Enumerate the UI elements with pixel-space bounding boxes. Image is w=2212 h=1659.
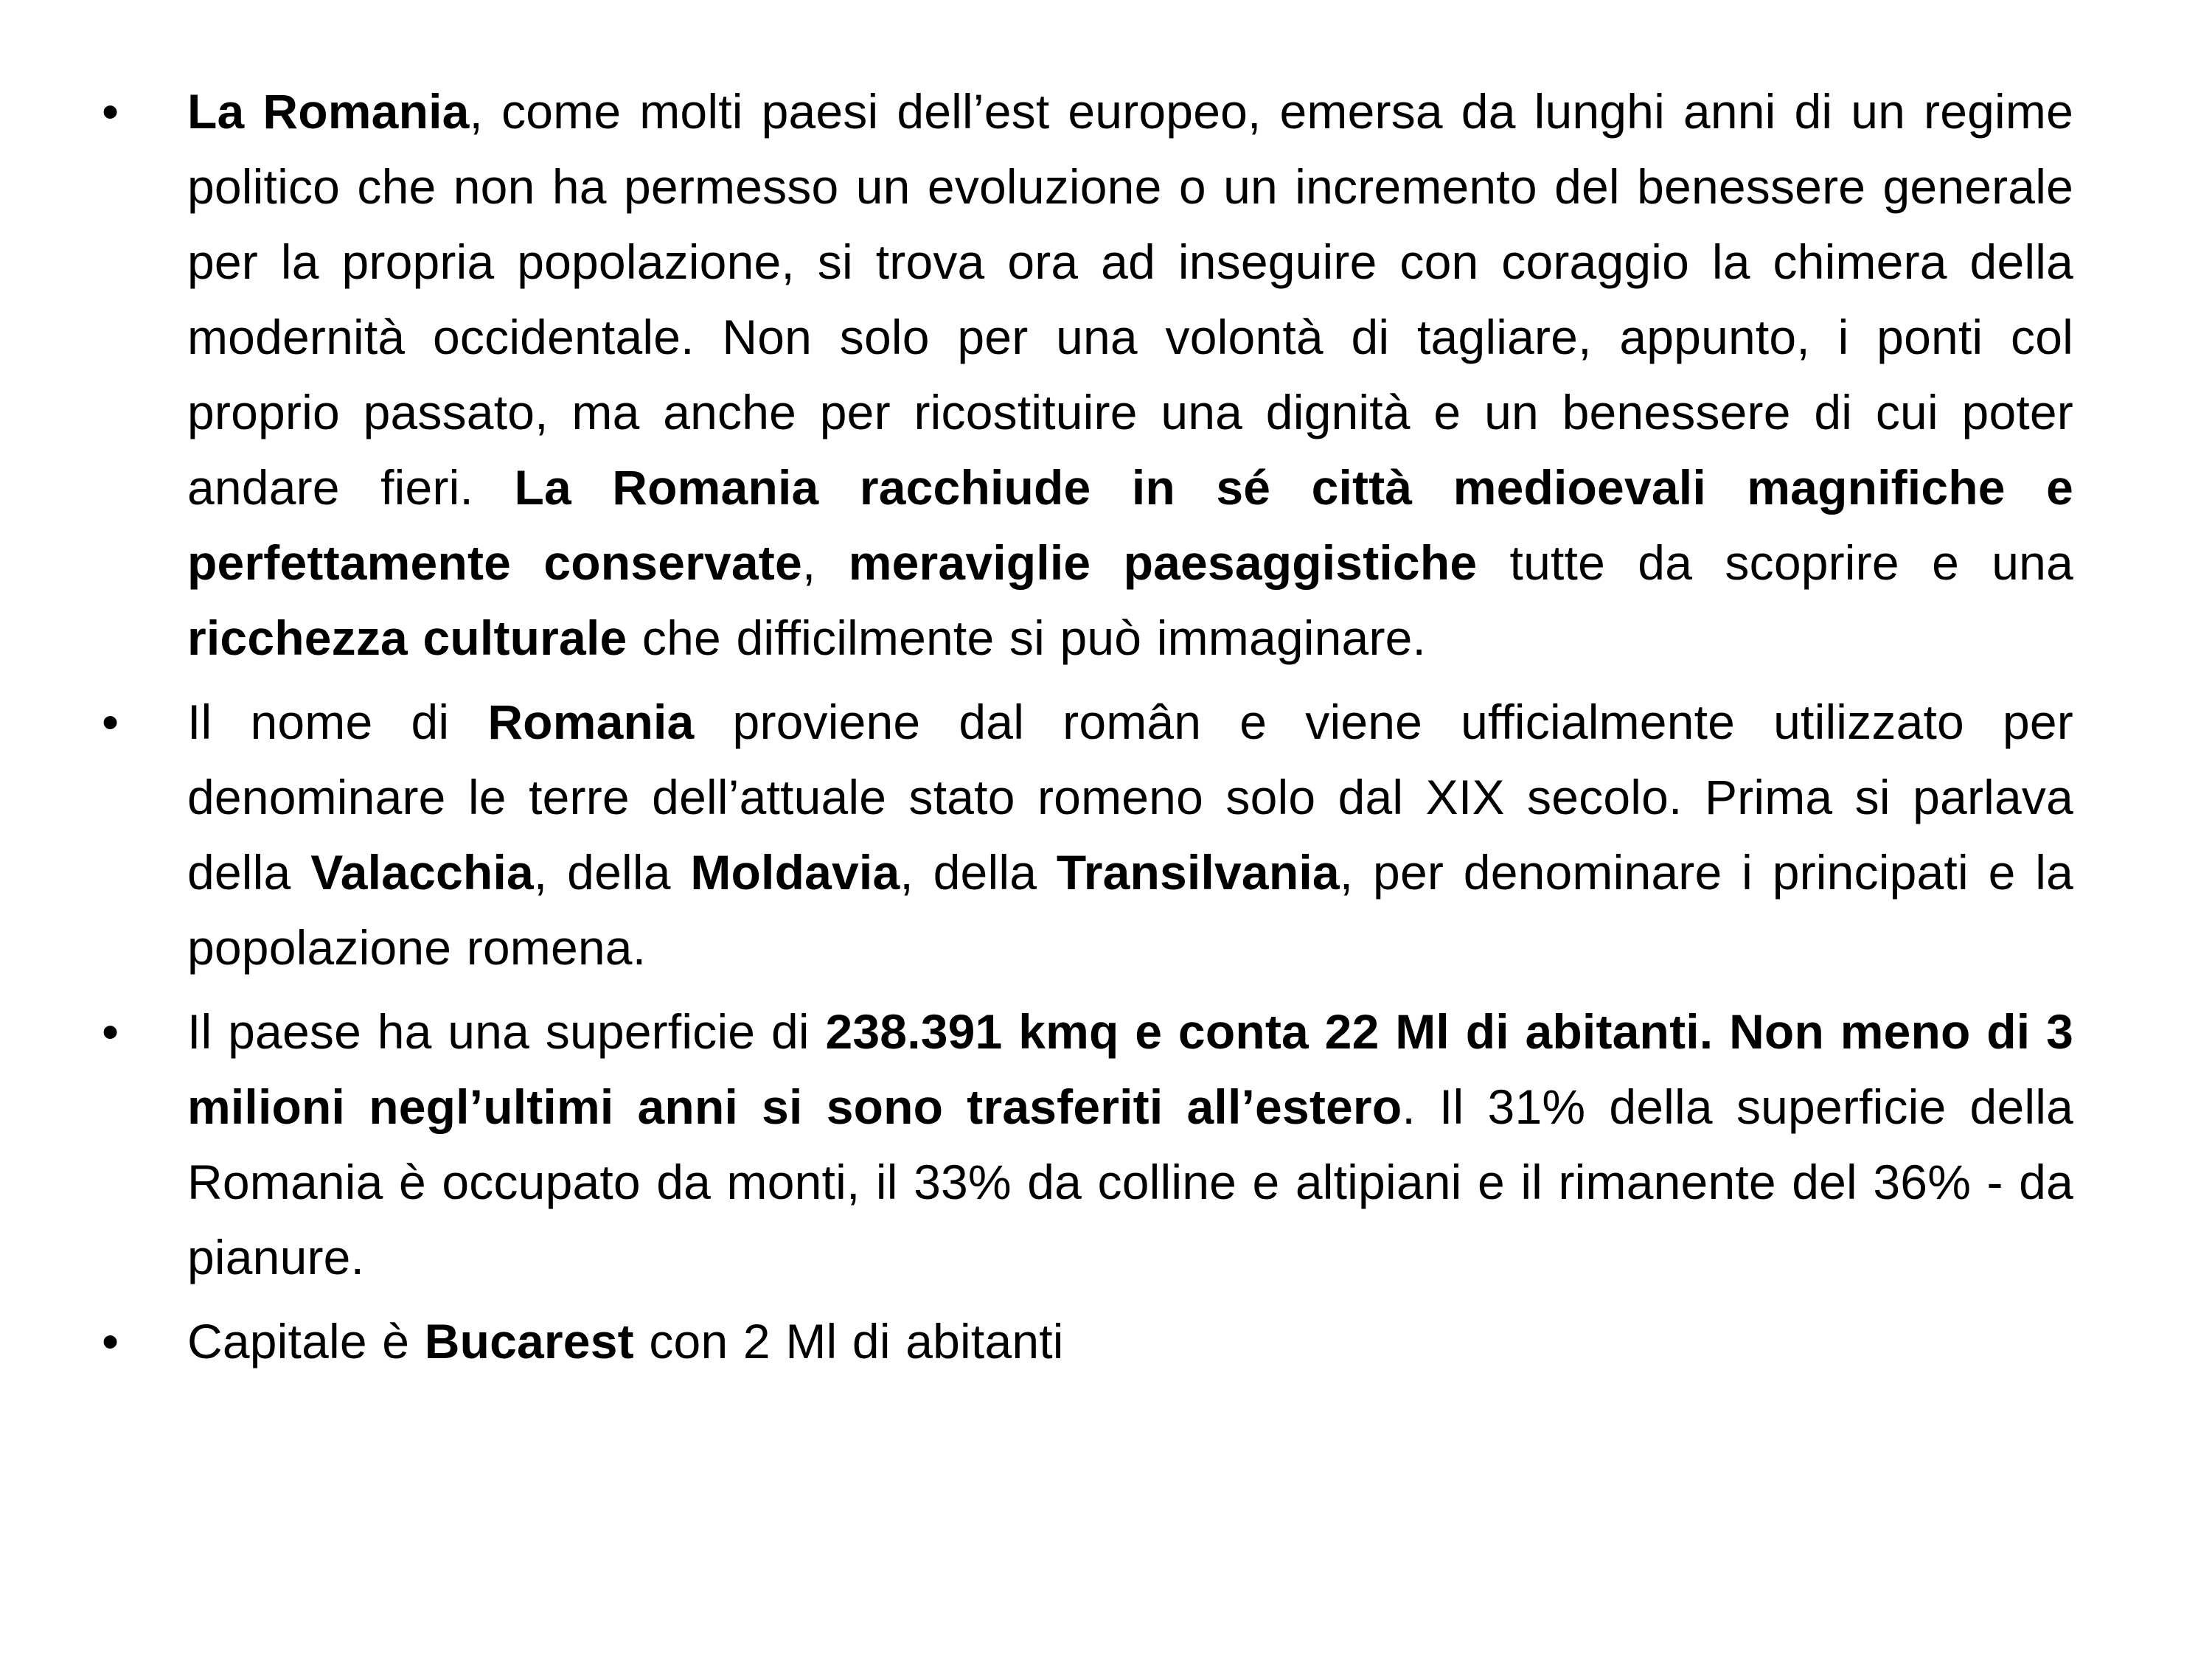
text-segment: , come molti paesi dell’est europeo, emersa da lunghi anni di un regime politico che non ha permesso un evoluzione o un incremento del benessere generale per la propria popolazione, si trova ora ad inseguire con coraggio la chimera della modernità occidentale. Non solo per una volontà di tagliare, appunto, i ponti col proprio passato, ma anche per ricostituire una dignità e un benessere di cui poter andare fieri. — [187, 84, 2073, 515]
text-segment: meraviglie paesaggistiche — [848, 535, 1478, 590]
bullet-text — [187, 1004, 2073, 1284]
text-segment: Valacchia — [310, 845, 534, 900]
text-segment: Romania — [487, 695, 695, 749]
text-segment: con 2 Ml di abitanti — [633, 1314, 1064, 1368]
text-segment: , per denominare i principati e la popolazione romena. — [187, 845, 2073, 975]
text-segment: . Il 31% della superficie della Romania è occupato da monti, il 33% da colline e altipiani e il rimanente del 36% - da pianure. — [187, 1079, 2073, 1284]
text-segment: Moldavia — [690, 845, 900, 900]
text-segment: , — [801, 535, 849, 590]
bullet-icon: • — [102, 1004, 119, 1059]
text-segment: La Romania racchiude in sé città medioevali magnifiche e perfettamente conservate — [187, 460, 2074, 590]
text-segment: che difficilmente si può immaginare. — [627, 611, 1427, 665]
bullet-item-capital — [96, 1304, 2073, 1379]
text-segment: Il nome di — [187, 695, 488, 749]
bullet-text — [187, 695, 2073, 975]
bullet-icon: • — [102, 1314, 119, 1368]
text-segment: La Romania — [187, 84, 470, 139]
bullet-icon: • — [102, 695, 119, 749]
text-segment: 238.391 kmq e conta 22 Ml di abitanti. Non meno di 3 milioni negl’ultimi anni si sono trasferiti all’estero — [187, 1004, 2073, 1134]
text-segment: ricchezza culturale — [187, 611, 627, 665]
bullet-text — [187, 84, 2073, 665]
bullet-item-geography — [96, 994, 2073, 1295]
text-segment: , della — [900, 845, 1057, 900]
text-segment: Capitale è — [187, 1314, 425, 1368]
bullet-item-romania-intro — [96, 74, 2073, 675]
bullet-list — [96, 74, 2073, 1388]
text-segment: Il paese ha una superficie di — [187, 1004, 826, 1059]
text-segment: , della — [533, 845, 691, 900]
bullet-item-name-origin — [96, 684, 2073, 985]
text-segment: Transilvania — [1056, 845, 1340, 900]
bullet-text — [187, 1314, 1064, 1368]
bullet-icon: • — [102, 84, 119, 139]
text-segment: Bucarest — [424, 1314, 634, 1368]
text-segment: tutte da scoprire e una — [1477, 535, 2073, 590]
text-segment: proviene dal român e viene ufficialmente utilizzato per denominare le terre dell’attuale stato romeno solo dal XIX secolo. Prima si parlava della — [187, 695, 2073, 900]
